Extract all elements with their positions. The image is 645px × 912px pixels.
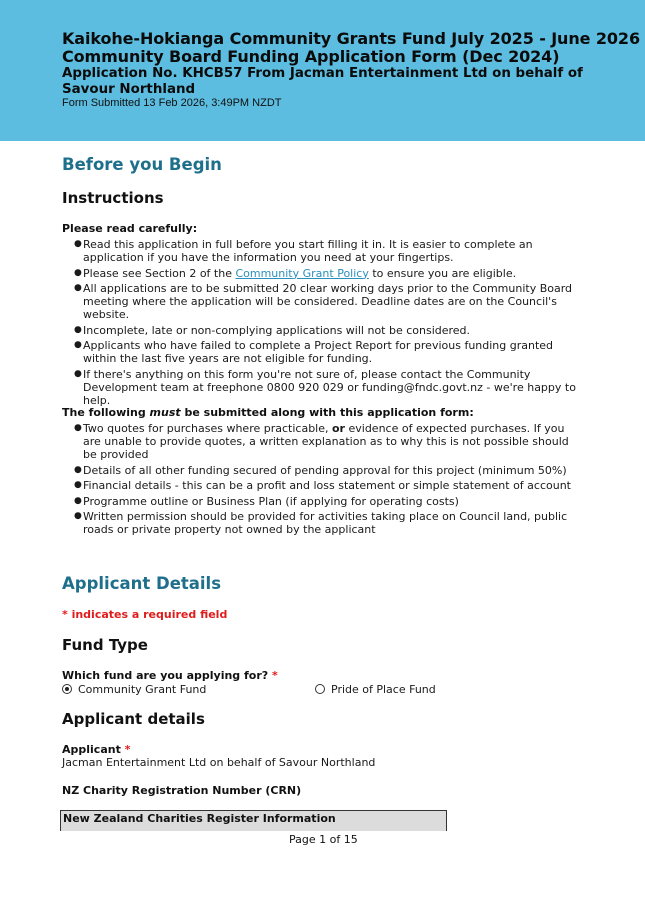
radio-selected-icon[interactable] [62,684,72,694]
bullet-icon: ● [74,423,82,433]
bullet-icon: ● [74,464,82,475]
list-item: ● Programme outline or Business Plan (if applying for operating costs) [74,494,459,508]
instructions-heading: Instructions [62,189,164,207]
must-submit-label: The following must be submitted along with this application form: [62,406,474,419]
required-marker: * [124,743,131,756]
bullet-icon: ● [74,239,82,249]
list-item: ● Written permission should be provided for activities taking place on Council land, public roads or private property not owned by the applicant [74,510,568,536]
form-header [0,0,645,141]
section-heading-before-you-begin: Before you Begin [62,155,222,174]
bullet-icon: ● [74,368,82,379]
list-item: ● Applicants who have failed to complete a Project Report for previous funding granted within the last five years are not eligible for funding. [74,339,554,365]
list-item: ● All applications are to be submitted 20 clear working days prior to the Community Board meeting where the application will be considered. Deadline dates are on the Council's website. [74,282,573,321]
list-item: ● Incomplete, late or non-complying applications will not be considered. [74,323,471,337]
required-documents-list [74,422,578,539]
radio-unselected-icon[interactable] [315,684,325,694]
bullet-icon: ● [74,511,82,521]
list-item: ● Details of all other funding secured of pending approval for this project (minimum 50%) [74,463,567,477]
crn-label: NZ Charity Registration Number (CRN) [62,784,302,797]
list-item: ● Please see Section 2 of the Community Grant Policy to ensure you are eligible. [74,266,517,280]
applicant-value: Jacman Entertainment Ltd on behalf of Savour Northland [62,756,376,769]
charities-register-box [60,810,447,831]
page-number: Page 1 of 15 [289,833,358,846]
bullet-icon: ● [74,324,82,335]
fund-type-heading: Fund Type [62,636,148,654]
required-field-note: * indicates a required field [62,608,228,621]
section-heading-applicant-details: Applicant Details [62,574,222,593]
list-item: ● Financial details - this can be a profit and loss statement or simple statement of account [74,479,571,492]
radio-community-grant-fund[interactable]: Community Grant Fund [62,683,206,696]
application-number: Application No. KHCB57 From Jacman Entertainment Ltd on behalf of Savour Northland [62,66,583,97]
form-title: Kaikohe-Hokianga Community Grants Fund July 2025 - June 2026 [62,29,640,48]
instructions-list [74,238,578,409]
fund-question-label: Which fund are you applying for? * [62,669,278,682]
applicant-details-subheading: Applicant details [62,710,205,728]
list-item: ● If there's anything on this form you're not sure of, please contact the Community Development team at freephone 0800 920 029 or funding@fndc.govt.nz - we're happy to help. [74,367,576,407]
bullet-icon: ● [74,340,82,350]
bullet-icon: ● [74,495,82,506]
community-grant-policy-link[interactable]: Community Grant Policy [235,266,369,280]
bullet-icon: ● [74,480,82,490]
form-subtitle: Community Board Funding Application Form (Dec 2024) [62,47,560,66]
applicant-label: Applicant * [62,743,131,756]
bullet-icon: ● [74,267,82,278]
charities-register-title: New Zealand Charities Register Information [63,812,336,825]
list-item: ● Two quotes for purchases where practicable, or evidence of expected purchases. If you are unable to provide quotes, a written explanation as to why this is not possible should be provided [74,422,569,461]
read-carefully-label: Please read carefully: [62,222,198,235]
required-marker: * [272,669,278,682]
radio-pride-of-place-fund[interactable]: Pride of Place Fund [315,683,436,696]
list-item: ● Read this application in full before you start filling it in. It is easier to complete an application if you have the information you need at your fingertips. [74,238,533,264]
submitted-timestamp: Form Submitted 13 Feb 2026, 3:49PM NZDT [62,97,282,109]
bullet-icon: ● [74,283,82,293]
